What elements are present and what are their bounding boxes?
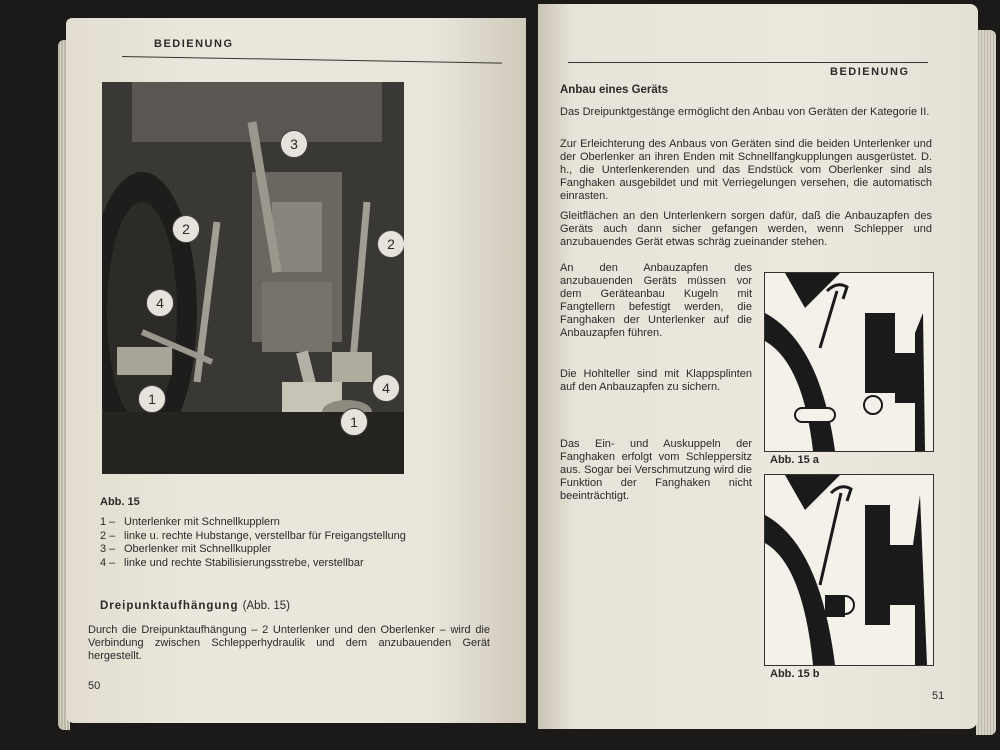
side-paragraph-3: Das Ein- und Auskuppeln der Fanghaken erfolgt vom Schleppersitz aus. Sogar bei Verschmutzung wird die Funktion der Fanghaken nicht beeinträchtigt. bbox=[560, 438, 752, 502]
right-header-rule bbox=[568, 62, 928, 63]
left-page-header: BEDIENUNG bbox=[154, 38, 234, 50]
callout-3-top: 3 bbox=[280, 130, 308, 158]
figure-15b-caption: Abb. 15 b bbox=[770, 668, 820, 680]
right-page-title: Anbau eines Geräts bbox=[560, 84, 669, 96]
callout-4-left: 4 bbox=[146, 289, 174, 317]
tractor-hitch-photo bbox=[102, 82, 404, 474]
right-page-stack bbox=[976, 30, 996, 735]
right-page bbox=[538, 4, 978, 729]
page-number-left: 50 bbox=[88, 680, 101, 692]
legend-item: 2 – linke u. rechte Hubstange, verstellbar für Freigangstellung bbox=[100, 529, 406, 542]
hook-diagram-a bbox=[765, 273, 933, 451]
page-number-right: 51 bbox=[932, 690, 945, 702]
figure-15a bbox=[764, 272, 934, 452]
book-spread bbox=[28, 0, 1000, 750]
side-paragraph-1: An den Anbauzapfen des anzubauenden Geräts müssen vor dem Geräteanbau Kugeln mit Fangtellern befestigt werden, die Fanghaken der Unterlenker auf die Anbauzapfen führen. bbox=[560, 262, 752, 339]
legend-item: 1 – Unterlenker mit Schnellkupplern bbox=[100, 516, 280, 528]
hook-diagram-b bbox=[765, 475, 933, 665]
callout-1-left: 1 bbox=[138, 385, 166, 413]
section-title: Dreipunktaufhängung (Abb. 15) bbox=[100, 600, 290, 612]
legend-item: 4 – linke und rechte Stabilisierungsstrebe, verstellbar bbox=[100, 556, 364, 569]
figure-legend bbox=[100, 516, 406, 570]
side-paragraph-2: Die Hohlteller sind mit Klappsplinten auf den Anbauzapfen zu sichern. bbox=[560, 368, 752, 393]
callout-4-right: 4 bbox=[372, 374, 400, 402]
paragraph-3: Gleitflächen an den Unterlenkern sorgen dafür, daß die Anbauzapfen des Geräts auch dann sicher gefangen werden, wenn Schlepper und anzubauendes Gerät etwas schräg zueinander stehen. bbox=[560, 210, 932, 248]
right-page-header: BEDIENUNG bbox=[830, 66, 910, 78]
left-header-rule bbox=[122, 56, 502, 64]
figure-15b bbox=[764, 474, 934, 666]
callout-2-left: 2 bbox=[172, 215, 200, 243]
figure-caption: Abb. 15 bbox=[100, 496, 140, 508]
left-page bbox=[66, 18, 526, 723]
paragraph-1: Das Dreipunktgestänge ermöglicht den Anbau von Geräten der Kategorie II. bbox=[560, 106, 930, 118]
paragraph-2: Zur Erleichterung des Anbaus von Geräten sind die beiden Unterlenker und der Oberlenker an ihren Enden mit Schnellfangkupplungen ausgerüstet. D. h., die Unterlenkerenden und das Endstück vom Oberlenker sind als Fanghaken ausgebildet und mit Verriegelungen versehen, die automatisch einrasten. bbox=[560, 138, 932, 202]
callout-1-right: 1 bbox=[340, 408, 368, 436]
figure-15a-caption: Abb. 15 a bbox=[770, 454, 819, 466]
legend-item: 3 – Oberlenker mit Schnellkuppler bbox=[100, 543, 272, 555]
callout-2-right: 2 bbox=[377, 230, 404, 258]
section-paragraph: Durch die Dreipunktaufhängung – 2 Unterlenker und den Oberlenker – wird die Verbindung zwischen Schlepperhydraulik und dem anzubauenden Gerät hergestellt. bbox=[88, 624, 490, 662]
